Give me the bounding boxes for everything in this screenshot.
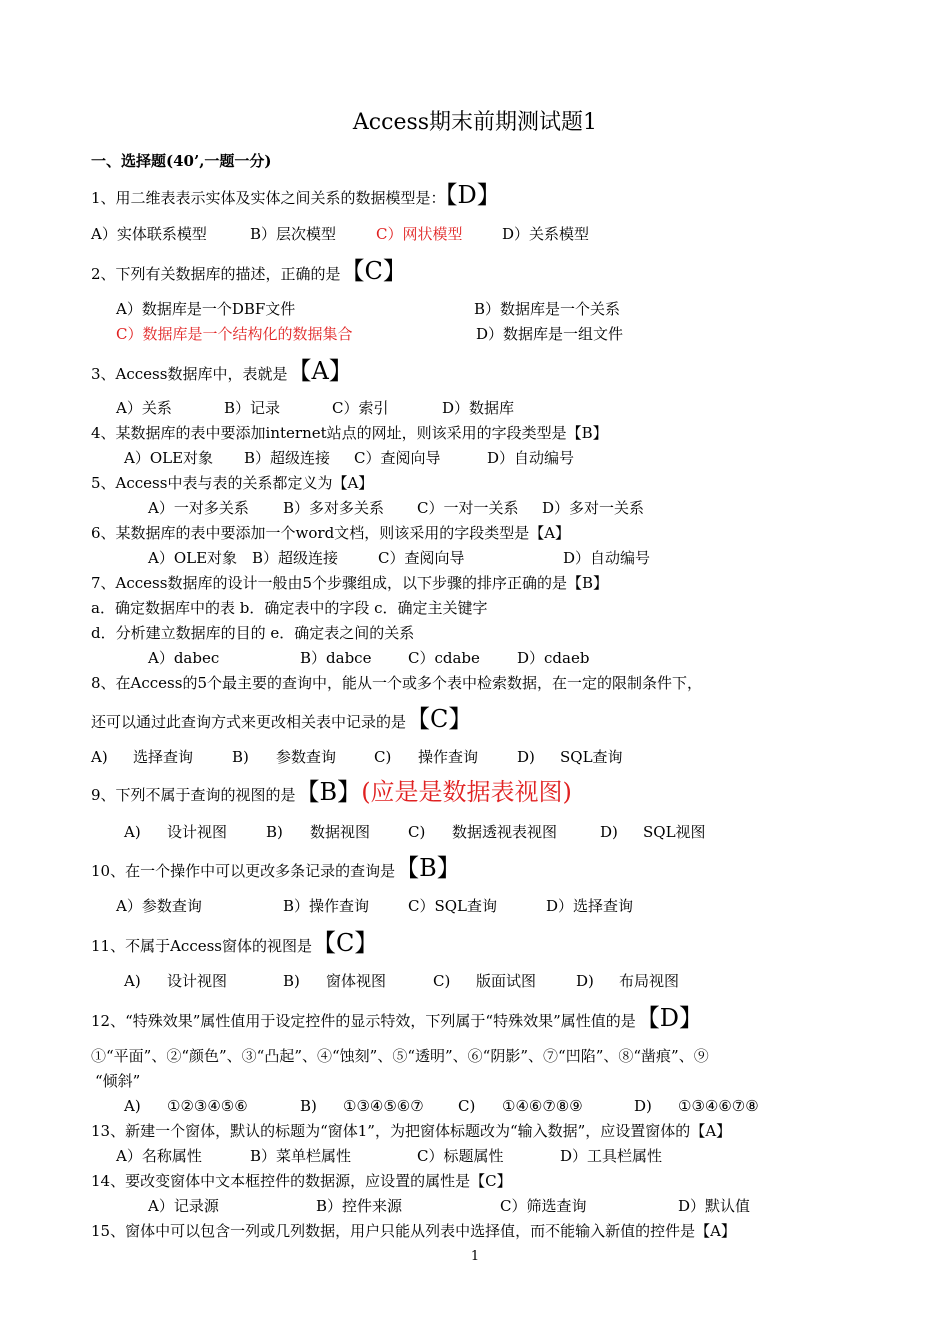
option-d: D）cdaeb: [517, 649, 590, 667]
option-b: B）记录: [224, 399, 281, 417]
option-a: A）参数查询: [116, 897, 202, 915]
option-d: D）关系模型: [502, 225, 590, 243]
answer-mark: 【C】: [312, 929, 379, 957]
question-1: [91, 181, 501, 209]
option-a-letter: A): [124, 1097, 141, 1115]
answer-mark: 【A】: [690, 1122, 732, 1140]
question-stem: 9、下列不属于查询的视图的是: [91, 786, 296, 804]
correction-note: (应是是数据表视图): [361, 778, 572, 806]
option-d: SQL视图: [643, 823, 706, 841]
question-stem: 12、“特殊效果”属性值用于设定控件的显示特效，下列属于“特殊效果”属性值的是: [91, 1012, 636, 1030]
option-c: 版面试图: [476, 972, 537, 990]
option-a: A）名称属性: [116, 1147, 202, 1165]
section-heading: 一、选择题(40’,一题一分): [91, 152, 272, 170]
answer-mark: 【A】: [332, 474, 374, 492]
option-a: ①②③④⑤⑥: [167, 1097, 248, 1115]
option-d: D）选择查询: [546, 897, 634, 915]
option-c-letter: C): [458, 1097, 476, 1115]
step-list-2: d．分析建立数据库的目的 e．确定表之间的关系: [91, 624, 415, 642]
question-stem: 7、Access数据库的设计一般由5个步骤组成，以下步骤的排序正确的是: [91, 574, 567, 592]
option-c: C）查阅向导: [354, 449, 441, 467]
question-11: [91, 929, 379, 957]
question-stem: 15、窗体中可以包含一列或几列数据，用户只能从列表中选择值，而不能输入新值的控件是: [91, 1222, 696, 1240]
option-d: D）默认值: [678, 1197, 751, 1215]
question-stem: 13、新建一个窗体，默认的标题为“窗体1”，为把窗体标题改为“输入数据”，应设置窗体的: [91, 1122, 691, 1140]
answer-mark: 【C】: [470, 1172, 512, 1190]
question-14: [91, 1171, 512, 1191]
option-b: B）数据库是一个关系: [474, 300, 621, 318]
option-b: B）操作查询: [283, 897, 370, 915]
answer-mark: 【A】: [287, 357, 353, 385]
option-a: 选择查询: [133, 748, 194, 766]
option-d-letter: D): [634, 1097, 652, 1115]
option-b: 参数查询: [276, 748, 337, 766]
answer-mark: 【D】: [445, 181, 501, 209]
option-a: A）dabec: [148, 649, 220, 667]
option-a: 设计视图: [167, 823, 228, 841]
page-title: Access期末前期测试题1: [352, 110, 598, 135]
question-4: [91, 423, 608, 443]
option-c: C）cdabe: [408, 649, 480, 667]
question-stem: 5、Access中表与表的关系都定义为: [91, 474, 333, 492]
option-d-letter: D): [600, 823, 618, 841]
option-b: B）超级连接: [244, 449, 331, 467]
question-stem: 14、要改变窗体中文本框控件的数据源，应设置的属性是: [91, 1172, 471, 1190]
answer-mark: 【B】: [566, 424, 608, 442]
question-6: [91, 523, 570, 543]
question-10: [91, 854, 461, 882]
question-stem: 3、Access数据库中，表就是: [91, 365, 288, 383]
option-b: B）控件来源: [316, 1197, 403, 1215]
answer-mark: 【B】: [395, 854, 461, 882]
answer-mark: 【A】: [529, 524, 571, 542]
option-c-letter: C): [408, 823, 426, 841]
question-3: [91, 357, 353, 385]
option-b: 窗体视图: [326, 972, 387, 990]
option-b-letter: B): [300, 1097, 317, 1115]
option-d: D）多对一关系: [542, 499, 645, 517]
option-c: ①④⑥⑦⑧⑨: [502, 1097, 583, 1115]
question-9: [91, 778, 572, 806]
option-c: C）筛选查询: [500, 1197, 587, 1215]
option-b: B）多对多关系: [283, 499, 385, 517]
option-d: D）自动编号: [563, 549, 651, 567]
option-a: A）OLE对象: [148, 549, 238, 567]
question-stem: 4、某数据库的表中要添加internet站点的网址，则该采用的字段类型是: [91, 424, 567, 442]
option-c-letter: C): [433, 972, 451, 990]
option-c: 操作查询: [418, 748, 479, 766]
option-a-letter: A): [124, 972, 141, 990]
question-8: [91, 705, 473, 733]
question-13: [91, 1121, 731, 1141]
option-a: A）实体联系模型: [91, 225, 207, 243]
option-d: D）自动编号: [487, 449, 575, 467]
option-c-letter: C): [374, 748, 392, 766]
question-stem: 2、下列有关数据库的描述，正确的是: [91, 265, 341, 283]
answer-mark: 【D】: [635, 1004, 704, 1032]
effect-list-line-2: “倾斜”: [95, 1072, 141, 1090]
option-c: C）SQL查询: [408, 897, 498, 915]
option-d-letter: D): [576, 972, 594, 990]
question-stem: 1、用二维表表示实体及实体之间关系的数据模型是：: [91, 189, 446, 207]
effect-list-line-1: ①“平面”、②“颜色”、③“凸起”、④“蚀刻”、⑤“透明”、⑥“阴影”、⑦“凹陷”、⑧“凿痕”、⑨: [91, 1047, 709, 1065]
option-d-letter: D): [517, 748, 535, 766]
question-8-stem-line-1: 8、在Access的5个最主要的查询中，能从一个或多个表中检索数据，在一定的限制条件下，: [91, 674, 702, 692]
option-a: A）记录源: [148, 1197, 219, 1215]
question-7: [91, 573, 608, 593]
step-list-1: a．确定数据库中的表 b．确定表中的字段 c．确定主关键字: [91, 599, 488, 617]
option-a: 设计视图: [167, 972, 228, 990]
question-15: [91, 1221, 736, 1241]
option-b: 数据视图: [310, 823, 371, 841]
page-number: 1: [470, 1249, 480, 1264]
option-d: D）数据库是一组文件: [476, 325, 624, 343]
option-b: ①③④⑤⑥⑦: [343, 1097, 424, 1115]
answer-mark: 【B】: [295, 778, 362, 806]
option-d: D）工具栏属性: [560, 1147, 663, 1165]
option-b: B）菜单栏属性: [250, 1147, 352, 1165]
option-a-letter: A): [124, 823, 141, 841]
answer-mark: 【B】: [567, 574, 609, 592]
question-stem: 6、某数据库的表中要添加一个word文档，则该采用的字段类型是: [91, 524, 530, 542]
question-stem: 还可以通过此查询方式来更改相关表中记录的是: [91, 713, 407, 731]
option-c-highlighted: C）网状模型: [376, 225, 463, 243]
question-stem: 11、不属于Access窗体的视图是: [91, 937, 312, 955]
answer-mark: 【C】: [340, 257, 407, 285]
option-a: A）一对多关系: [148, 499, 249, 517]
option-c: 数据透视表视图: [452, 823, 558, 841]
option-c: C）查阅向导: [378, 549, 465, 567]
option-c-highlighted: C）数据库是一个结构化的数据集合: [116, 325, 353, 343]
option-a-letter: A): [91, 748, 108, 766]
option-d: D）数据库: [442, 399, 515, 417]
option-d: ①③④⑥⑦⑧: [678, 1097, 759, 1115]
option-a: A）数据库是一个DBF文件: [116, 300, 296, 318]
option-b-letter: B): [232, 748, 249, 766]
answer-mark: 【A】: [695, 1222, 736, 1240]
option-b: B）层次模型: [250, 225, 337, 243]
option-d: SQL查询: [560, 748, 623, 766]
option-b: B）超级连接: [252, 549, 339, 567]
option-c: C）一对一关系: [417, 499, 519, 517]
option-a: A）OLE对象: [124, 449, 214, 467]
question-12: [91, 1004, 704, 1032]
answer-mark: 【C】: [406, 705, 473, 733]
option-c: C）标题属性: [417, 1147, 504, 1165]
question-5: [91, 473, 373, 493]
question-stem: 10、在一个操作中可以更改多条记录的查询是: [91, 862, 396, 880]
option-a: A）关系: [116, 399, 172, 417]
option-b-letter: B): [266, 823, 283, 841]
option-c: C）索引: [332, 399, 389, 417]
option-b: B）dabce: [300, 649, 372, 667]
option-b-letter: B): [283, 972, 300, 990]
question-2: [91, 257, 407, 285]
option-d: 布局视图: [619, 972, 680, 990]
